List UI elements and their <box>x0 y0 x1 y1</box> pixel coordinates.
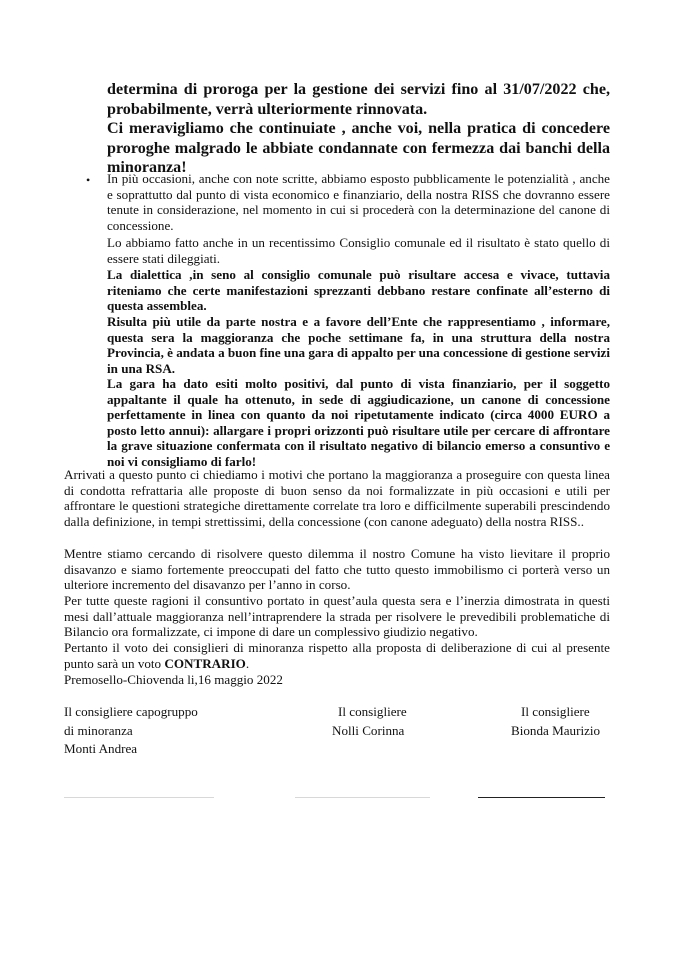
signature-name: Monti Andrea <box>64 741 138 756</box>
voto-end: . <box>245 655 250 671</box>
signature-block-nolli <box>332 703 407 740</box>
signature-role: Il consigliere capogruppo <box>64 704 198 719</box>
paragraph-consuntivo: Per tutte queste ragioni il consuntivo portato in quest’aula questa sera e l’inerzia dimostrata in questi mesi dall’attuale maggioranza nell’intraprendere la strada per risolvere le prevedibili problematiche di Bilancio ora formalizzate, ci impone di dare un complessivo giudizio negativo. <box>64 593 610 640</box>
paragraph-proroga: determina di proroga per la gestione dei servizi fino al 31/07/2022 che, probabilmente, verrà ulteriormente rinnovata. <box>107 81 610 118</box>
bullet-text-occasioni: In più occasioni, anche con note scritte, abbiamo esposto pubblicamente le potenzialità , anche e soprattutto dal punto di vista economico e finanziario, della nostra RISS che dovranno essere tenute in considerazione, nel momento in cui si procederà con la determinazione del canone di concessione. <box>107 171 610 233</box>
paragraph-meraviglia: Ci meravigliamo che continuiate , anche voi, nella pratica di concedere proroghe malgrado le abbiate condannate con fermezza dai banchi della minoranza! <box>107 120 610 176</box>
bullet-text-gara: La gara ha dato esiti molto positivi, dal punto di vista finanziario, per il soggetto appaltante il quale ha ottenuto, in sede di aggiudicazione, un canone di concessione perfettamente in linea con quanto da noi ripetutamente indicato (circa 4000 EURO a posto letto annui): allargare i propri orizzonti può risultare utile per cercare di affrontare la grave situazione confermata con il risultato negativo di bilancio emerso a consuntivo e noi vi consigliamo di farlo! <box>107 376 610 469</box>
signature-block-monti <box>64 703 198 759</box>
paragraph-disavanzo: Mentre stiamo cercando di risolvere questo dilemma il nostro Comune ha visto lievitare il proprio disavanzo e siamo fortemente preoccupati del fatto che tutto questo immobilismo ci porterà verso un ulteriore incremento del disavanzo per l’anno in corso. <box>64 546 610 593</box>
signature-name: Nolli Corinna <box>332 722 405 738</box>
place-date: Premosello-Chiovenda li,16 maggio 2022 <box>64 672 283 687</box>
signature-role: Il consigliere <box>338 704 407 719</box>
signature-block-bionda <box>511 703 601 740</box>
paragraph-arrivati: Arrivati a questo punto ci chiediamo i motivi che portano la maggioranza a proseguire con questa linea di condotta refrattaria alle proposte di buon senso da noi formalizzate in più occasioni e utili per affrontare le questioni strategiche direttamente correlate tra loro e difficilmente superabili prescindendo dalla definizione, in tempi strettissimi, della concessione (con canone adeguato) della nostra RISS.. <box>64 467 610 529</box>
voto-contrario: CONTRARIO <box>164 655 246 671</box>
signature-role: Il consigliere <box>521 704 590 719</box>
signature-line-bionda <box>478 797 605 798</box>
paragraph-voto <box>64 640 610 671</box>
bullet-text-risulta: Risulta più utile da parte nostra e a favore dell’Ente che rappresentiamo , informare, questa sera la maggioranza che poche settimane fa, in una struttura della nostra Provincia, è andata a buon fine una gara di appalto per una concessione di gestione servizi in una RSA. <box>107 314 610 376</box>
signature-name: Bionda Maurizio <box>511 722 601 738</box>
signature-line-monti <box>64 797 214 798</box>
signature-role-cont: di minoranza <box>64 722 133 738</box>
bullet-text-dialettica: La dialettica ,in seno al consiglio comunale può risultare accesa e vivace, tuttavia riteniamo che certe manifestazioni sprezzanti debbano restare confinate all’esterno di questa assemblea. <box>107 267 610 314</box>
bullet-marker: • <box>86 173 91 187</box>
signature-line-nolli <box>295 797 430 798</box>
voto-text: Pertanto il voto dei consiglieri di minoranza rispetto alla proposta di deliberazione di cui al presente punto sarà un voto <box>64 640 610 671</box>
bullet-text-consiglio: Lo abbiamo fatto anche in un recentissimo Consiglio comunale ed il risultato è stato quello di essere stati dileggiati. <box>107 235 610 266</box>
